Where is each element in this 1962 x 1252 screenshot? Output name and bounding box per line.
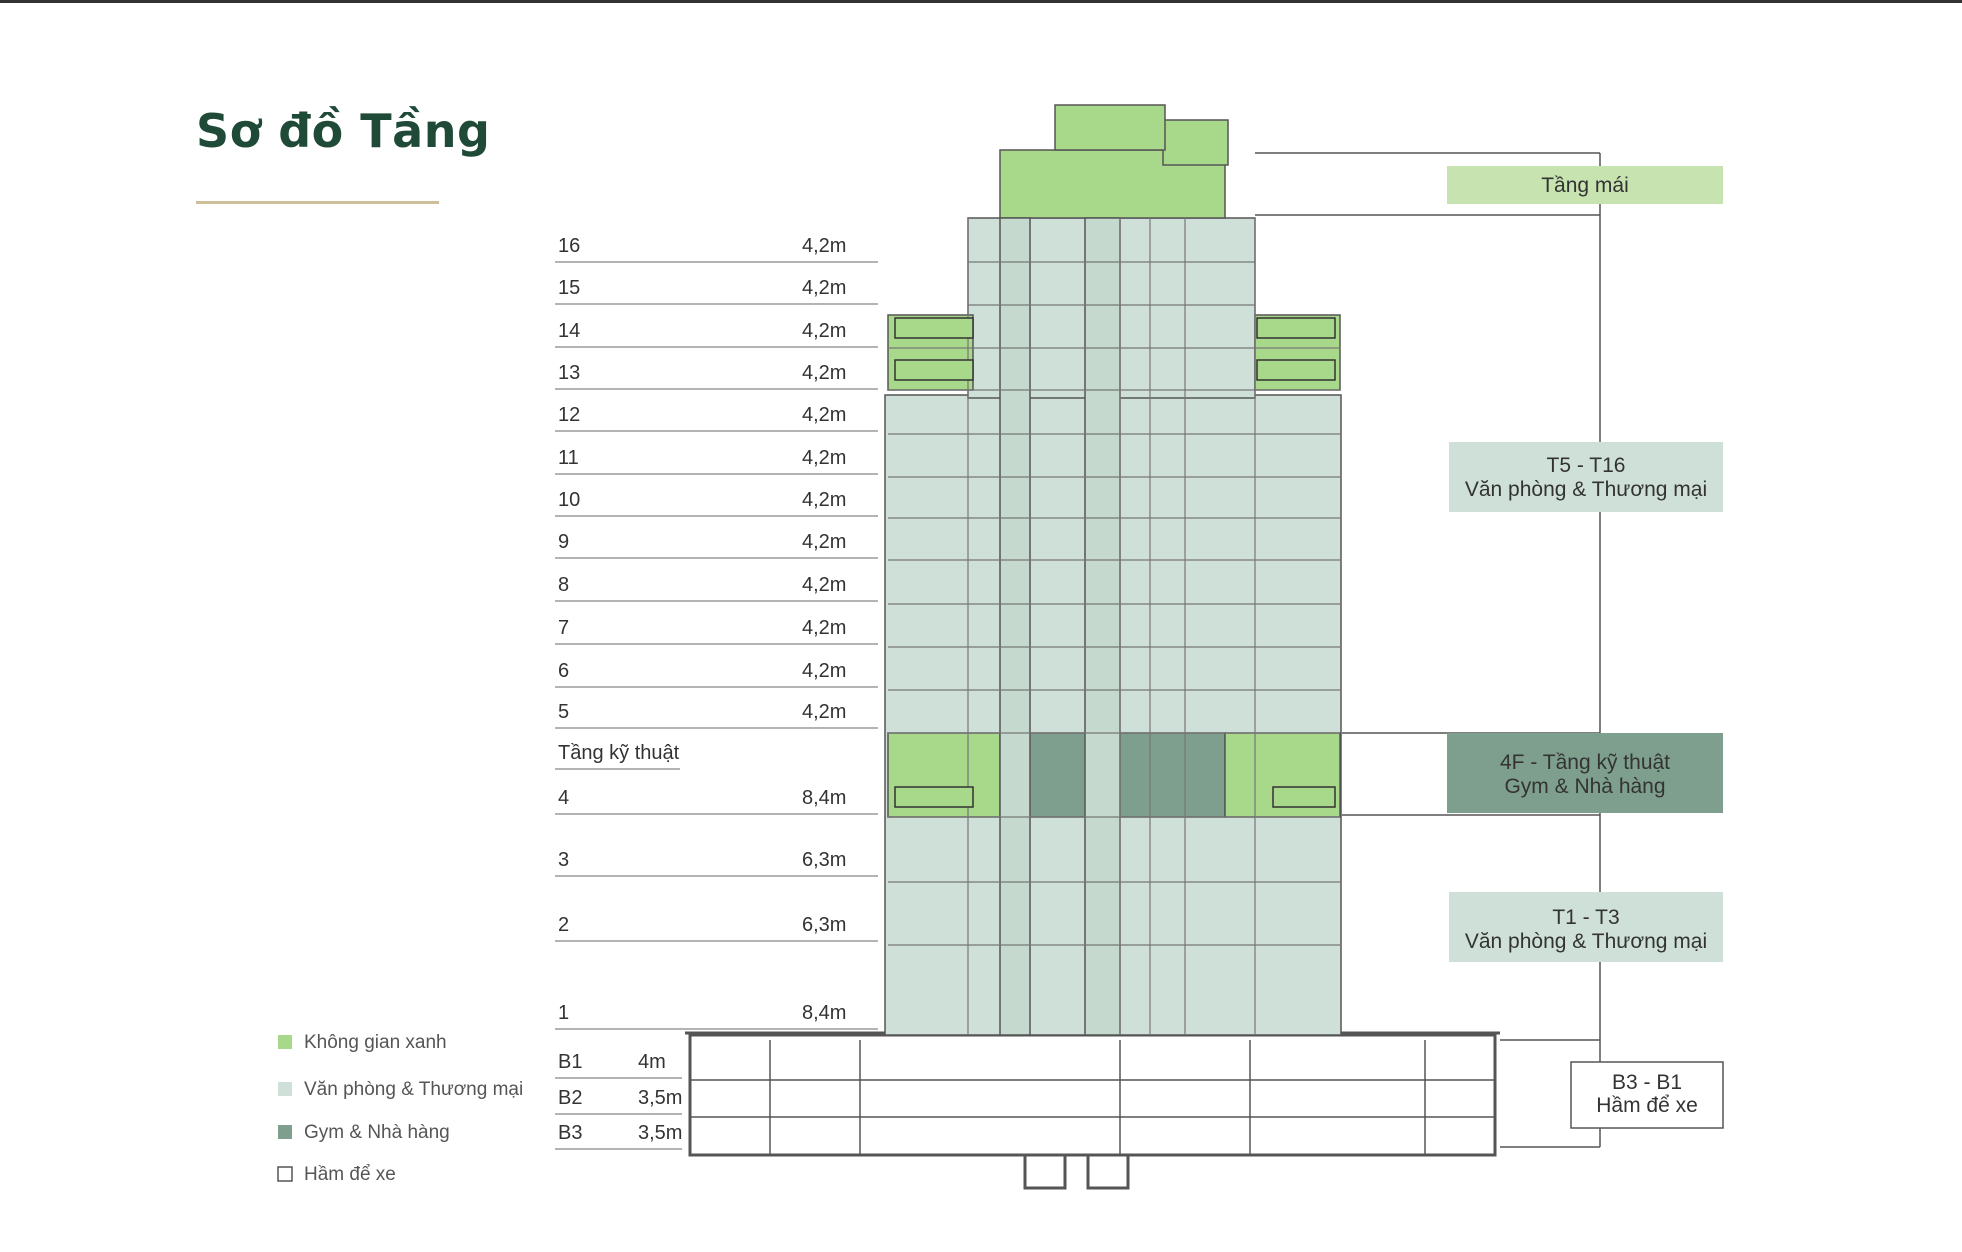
floor-row: [555, 489, 878, 516]
floor-row: [555, 1002, 878, 1029]
floor-label: 16: [558, 235, 581, 257]
legend-swatch-parking: [278, 1167, 292, 1181]
floor-row: [555, 235, 878, 262]
floor-label: 6: [558, 660, 570, 682]
floor-label: Tầng kỹ thuật: [558, 742, 680, 764]
floor-height: 4,2m: [802, 574, 847, 596]
floor-row: [555, 447, 878, 474]
zone-tag-b3-b1-line2: Hầm để xe: [1596, 1094, 1698, 1117]
floor-row: [555, 701, 878, 728]
floor-label: 10: [558, 489, 581, 511]
floor-row: [555, 531, 878, 558]
legend-swatch-gym: [278, 1125, 292, 1139]
basement-row: [555, 1051, 682, 1078]
basement-row: [555, 1122, 682, 1149]
zone-tag-t5-t16-line1: T5 - T16: [1546, 454, 1626, 477]
floor-label: 13: [558, 362, 581, 384]
floor-height: 8,4m: [802, 1002, 847, 1024]
floor-label: 11: [558, 447, 579, 469]
building-section: [685, 105, 1500, 1188]
basement-height: 3,5m: [638, 1087, 683, 1109]
floor-row: [555, 320, 878, 347]
zone-tag-t1-t3-line1: T1 - T3: [1552, 906, 1620, 929]
floor-height: 4,2m: [802, 277, 847, 299]
floor-height: 4,2m: [802, 447, 847, 469]
page-title: Sơ đồ Tầng: [196, 104, 491, 158]
floor-height: 6,3m: [802, 849, 847, 871]
floor-row: [555, 574, 878, 601]
legend-item-office: [278, 1079, 523, 1100]
floor-label: 14: [558, 320, 581, 342]
floor-label: 3: [558, 849, 570, 871]
zone-tag-b3-b1: [1571, 1062, 1723, 1128]
floor-row: [555, 787, 878, 814]
floor-height: 4,2m: [802, 531, 847, 553]
basement-label: B3: [558, 1122, 583, 1144]
floor-row: [555, 849, 878, 876]
floor-height: 6,3m: [802, 914, 847, 936]
legend-swatch-green-space: [278, 1035, 292, 1049]
legend-label-parking: Hầm để xe: [304, 1164, 396, 1185]
basement-row: [555, 1087, 682, 1114]
legend-label-gym: Gym & Nhà hàng: [304, 1122, 450, 1143]
basement-label: B1: [558, 1051, 583, 1073]
zone-tag-4f-line2: Gym & Nhà hàng: [1504, 775, 1666, 798]
zone-tag-roof-text: Tầng mái: [1541, 174, 1629, 197]
zone-tag-t1-t3-line2: Văn phòng & Thương mại: [1464, 930, 1708, 953]
zone-tag-t5-t16: [1449, 442, 1723, 512]
floor-height: 4,2m: [802, 701, 847, 723]
floor-label: 8: [558, 574, 570, 596]
floor-row: [555, 617, 878, 644]
floor-height: 4,2m: [802, 320, 847, 342]
legend-label-office: Văn phòng & Thương mại: [304, 1079, 524, 1100]
legend-item-parking: [278, 1164, 396, 1185]
floor-label: 12: [558, 404, 581, 426]
floor-label-list: [555, 235, 878, 1029]
floor-height: 8,4m: [802, 787, 847, 809]
legend: [278, 1032, 523, 1185]
floor-height: 4,2m: [802, 617, 847, 639]
floor-row: [555, 404, 878, 431]
floor-row: [555, 742, 680, 769]
floor-label: 9: [558, 531, 570, 553]
basement-label: B2: [558, 1087, 583, 1109]
floor-height: 4,2m: [802, 489, 847, 511]
floor-height: 4,2m: [802, 235, 847, 257]
floor-label: 2: [558, 914, 570, 936]
zone-tag-t5-t16-line2: Văn phòng & Thương mại: [1464, 478, 1708, 501]
floor-height: 4,2m: [802, 404, 847, 426]
floor-label: 7: [558, 617, 570, 639]
floor-label: 4: [558, 787, 570, 809]
floor-row: [555, 914, 878, 941]
floor-height: 4,2m: [802, 362, 847, 384]
legend-label-green-space: Không gian xanh: [304, 1032, 447, 1053]
zone-tag-t1-t3: [1449, 892, 1723, 962]
basement-label-list: [555, 1051, 682, 1149]
zone-tag-4f: [1447, 733, 1723, 813]
zone-tag-4f-line1: 4F - Tầng kỹ thuật: [1499, 751, 1671, 774]
zone-tag-b3-b1-line1: B3 - B1: [1611, 1071, 1683, 1094]
floor-row: [555, 660, 878, 687]
floor-label: 15: [558, 277, 581, 299]
basement-height: 4m: [638, 1051, 666, 1073]
floor-row: [555, 362, 878, 389]
floor-label: 5: [558, 701, 570, 723]
floor-height: 4,2m: [802, 660, 847, 682]
zone-tag-roof: [1447, 166, 1723, 204]
legend-item-gym: [278, 1122, 450, 1143]
floor-label: 1: [558, 1002, 570, 1024]
legend-item-green-space: [278, 1032, 447, 1053]
floor-row: [555, 277, 878, 304]
legend-swatch-office: [278, 1082, 292, 1096]
basement-height: 3,5m: [638, 1122, 683, 1144]
